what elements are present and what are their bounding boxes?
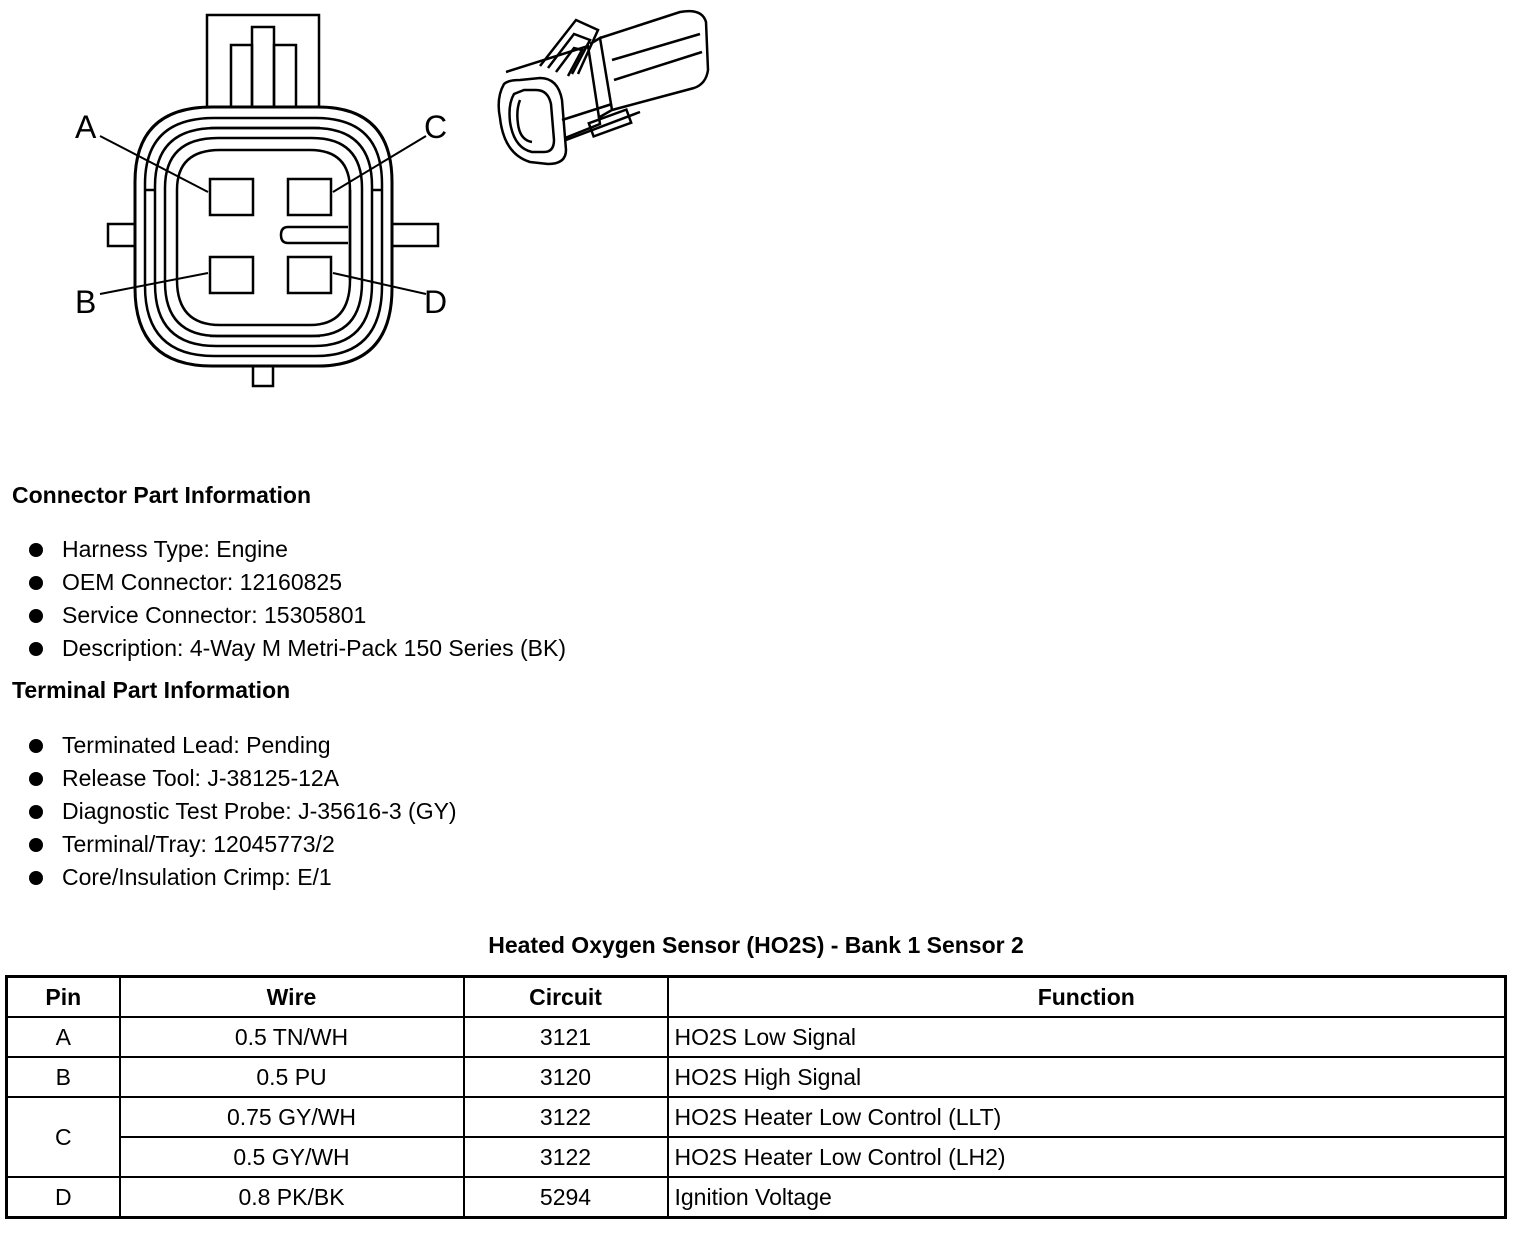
list-item: Description: 4-Way M Metri-Pack 150 Series (BK)	[0, 632, 566, 665]
table-row	[7, 1137, 1506, 1177]
connector-diagram	[0, 0, 760, 420]
pin-label-d: D	[424, 284, 448, 320]
list-item: Terminated Lead: Pending	[0, 729, 457, 762]
wire-cell: 0.5 PU	[120, 1057, 464, 1097]
terminal-info-heading: Terminal Part Information	[12, 677, 291, 703]
pin-label-b: B	[75, 284, 97, 320]
list-item: OEM Connector: 12160825	[0, 566, 566, 599]
connector-3d-view	[499, 11, 708, 164]
list-item: Core/Insulation Crimp: E/1	[0, 861, 457, 894]
list-item: Release Tool: J-38125-12A	[0, 762, 457, 795]
wire-cell: 0.5 TN/WH	[120, 1017, 464, 1057]
table-header-row	[7, 977, 1506, 1018]
connector-info-heading: Connector Part Information	[12, 482, 312, 508]
function-cell: HO2S Heater Low Control (LLT)	[668, 1097, 1506, 1137]
wire-cell: 0.8 PK/BK	[120, 1177, 464, 1218]
list-item: Terminal/Tray: 12045773/2	[0, 828, 457, 861]
table-row	[7, 1017, 1506, 1057]
function-cell: HO2S Low Signal	[668, 1017, 1506, 1057]
wire-cell: 0.5 GY/WH	[120, 1137, 464, 1177]
circuit-cell: 3122	[464, 1097, 668, 1137]
pin-cell: B	[7, 1057, 120, 1097]
pin-table	[5, 975, 1507, 1219]
column-header-wire: Wire	[120, 977, 464, 1018]
function-cell: HO2S High Signal	[668, 1057, 1506, 1097]
pin-cell: A	[7, 1017, 120, 1057]
list-item: Diagnostic Test Probe: J-35616-3 (GY)	[0, 795, 457, 828]
pin-cell: C	[7, 1097, 120, 1177]
table-title: Heated Oxygen Sensor (HO2S) - Bank 1 Sensor 2	[488, 932, 1024, 958]
circuit-cell: 3121	[464, 1017, 668, 1057]
pin-label-c: C	[424, 109, 448, 145]
wire-cell: 0.75 GY/WH	[120, 1097, 464, 1137]
terminal-info-list	[0, 729, 457, 894]
table-row	[7, 1177, 1506, 1218]
column-header-circuit: Circuit	[464, 977, 668, 1018]
column-header-function: Function	[668, 977, 1506, 1018]
table-row	[7, 1057, 1506, 1097]
circuit-cell: 5294	[464, 1177, 668, 1218]
column-header-pin: Pin	[7, 977, 120, 1018]
pin-cell: D	[7, 1177, 120, 1218]
table-row	[7, 1097, 1506, 1137]
circuit-cell: 3120	[464, 1057, 668, 1097]
connector-info-list	[0, 533, 566, 665]
circuit-cell: 3122	[464, 1137, 668, 1177]
connector-face-view	[100, 15, 438, 386]
list-item: Harness Type: Engine	[0, 533, 566, 566]
pin-label-a: A	[75, 109, 97, 145]
list-item: Service Connector: 15305801	[0, 599, 566, 632]
function-cell: HO2S Heater Low Control (LH2)	[668, 1137, 1506, 1177]
function-cell: Ignition Voltage	[668, 1177, 1506, 1218]
